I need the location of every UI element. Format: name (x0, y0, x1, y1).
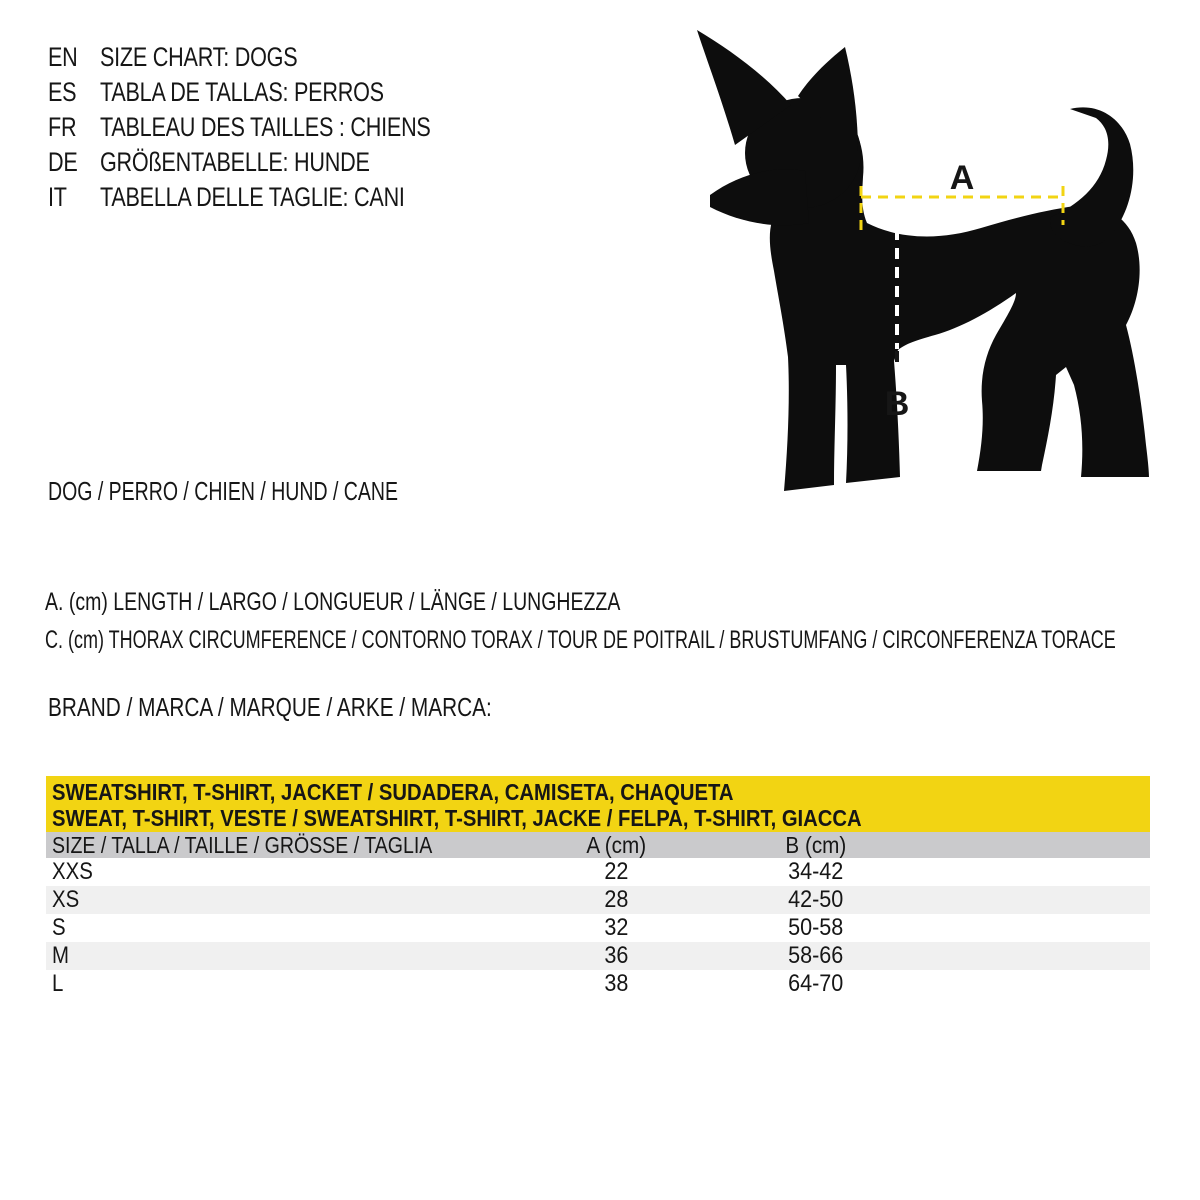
table-row (46, 886, 1150, 914)
b-value: 42-50 (788, 886, 844, 913)
page-title-fr: TABLEAU DES TAILLES : CHIENS (100, 112, 431, 142)
a-value: 28 (603, 886, 629, 913)
language-title-list (48, 40, 513, 215)
b-value: 64-70 (788, 970, 844, 997)
a-value: 22 (603, 858, 629, 885)
size-value: S (52, 914, 66, 941)
brand-label: BRAND / MARCA / MARQUE / ARKE / MARCA: (48, 692, 492, 722)
language-code: EN (48, 42, 78, 72)
a-value: 36 (603, 942, 629, 969)
size-value: XXS (52, 858, 93, 885)
page-title-de: GRÖßENTABELLE: HUNDE (100, 147, 370, 177)
animal-caption: DOG / PERRO / CHIEN / HUND / CANE (48, 476, 398, 506)
b-value: 34-42 (788, 858, 844, 885)
page-title: SIZE CHART: DOGS (100, 42, 298, 72)
a-value: 38 (603, 970, 629, 997)
legend-length: A. (cm) LENGTH / LARGO / LONGUEUR / LÄNGE / LUNGHEZZA (45, 588, 621, 616)
language-code: FR (48, 112, 77, 142)
measure-a-label: A (949, 159, 975, 197)
col-b-label: B (cm) (785, 831, 847, 858)
banner-line-1: SWEATSHIRT, T-SHIRT, JACKET / SUDADERA, CAMISETA, CHAQUETA (52, 779, 734, 805)
language-code: DE (48, 147, 78, 177)
language-code: ES (48, 77, 77, 107)
b-value: 50-58 (788, 914, 844, 941)
page-title-it: TABELLA DELLE TAGLIE: CANI (100, 182, 405, 212)
dog-silhouette-icon (685, 25, 1175, 515)
size-value: M (52, 942, 69, 969)
col-a-label: A (cm) (586, 831, 646, 858)
list-item (48, 180, 513, 215)
list-item (48, 75, 513, 110)
measure-b-label: B (884, 385, 910, 423)
list-item (48, 145, 513, 180)
dog-measurement-diagram (685, 25, 1175, 515)
legend-thorax: C. (cm) THORAX CIRCUMFERENCE / CONTORNO TORAX / TOUR DE POITRAIL / BRUSTUMFANG / CIRCONFERENZA TORACE (45, 626, 1116, 654)
size-table-header (46, 832, 1150, 858)
table-row (46, 858, 1150, 886)
size-value: L (52, 970, 64, 997)
table-row (46, 970, 1150, 998)
a-value: 32 (603, 914, 629, 941)
list-item (48, 40, 513, 75)
b-value: 58-66 (788, 942, 844, 969)
size-value: XS (52, 886, 80, 913)
table-row (46, 942, 1150, 970)
col-size-label: SIZE / TALLA / TAILLE / GRÖSSE / TAGLIA (52, 831, 433, 858)
banner-line-2: SWEAT, T-SHIRT, VESTE / SWEATSHIRT, T-SHIRT, JACKE / FELPA, T-SHIRT, GIACCA (52, 805, 862, 831)
page-title-es: TABLA DE TALLAS: PERROS (100, 77, 384, 107)
language-code: IT (48, 182, 67, 212)
garment-type-banner (46, 776, 1150, 832)
list-item (48, 110, 513, 145)
table-row (46, 914, 1150, 942)
